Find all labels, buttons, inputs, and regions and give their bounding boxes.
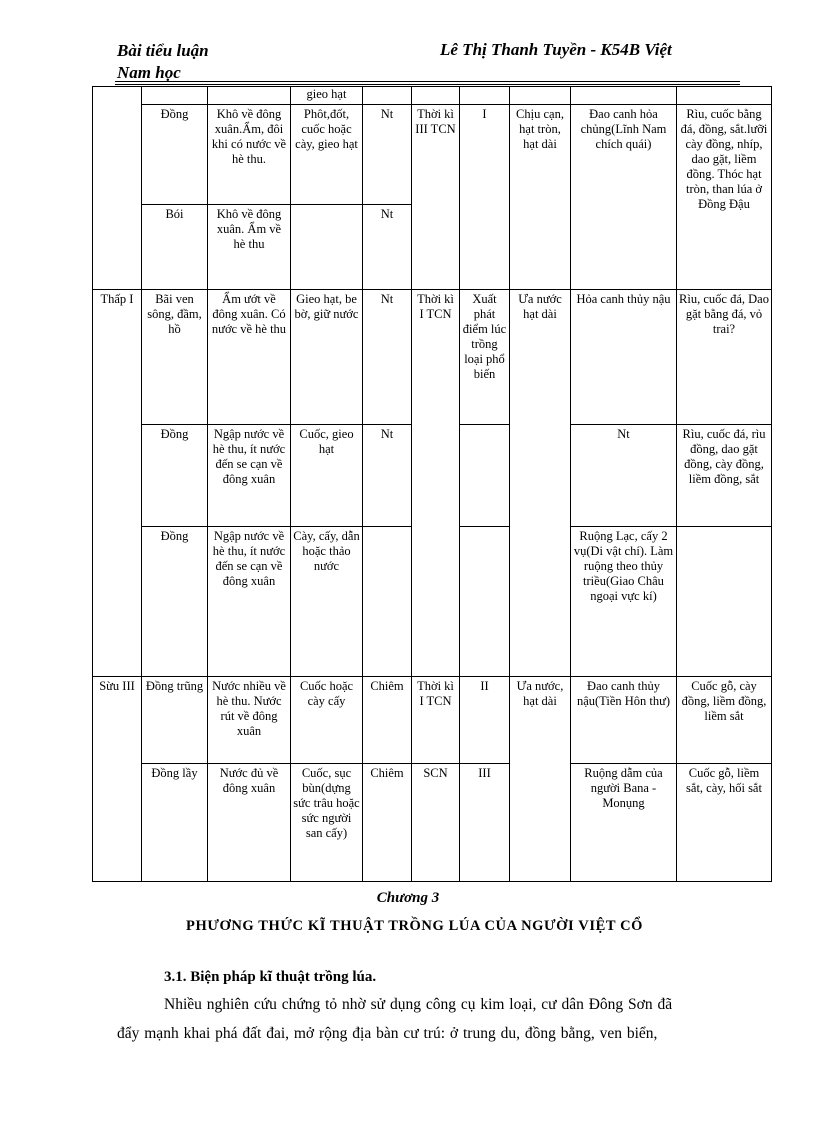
table-cell: Nước nhiều về hè thu. Nước rút về đông xuân xyxy=(208,677,291,764)
table-cell: Thời kì III TCN xyxy=(412,105,460,290)
table-cell xyxy=(571,87,677,105)
table-cell: I xyxy=(460,105,510,290)
table-cell: III xyxy=(460,764,510,882)
table-row xyxy=(93,105,772,205)
table-cell: Thấp I xyxy=(93,290,142,677)
table-cell: II xyxy=(460,677,510,764)
table-cell: Cuốc gỗ, liềm sắt, cày, hối sắt xyxy=(677,764,772,882)
table-cell: Đồng lầy xyxy=(142,764,208,882)
table-cell: Gieo hạt, be bờ, giữ nước xyxy=(291,290,363,425)
table-cell: Đồng trũng xyxy=(142,677,208,764)
header-left-line1: Bài tiểu luận xyxy=(117,41,209,60)
table-cell: Nt xyxy=(571,425,677,527)
table-cell: Rìu, cuốc đá, Dao gặt bằng đá, vỏ trai? xyxy=(677,290,772,425)
table-cell xyxy=(363,527,412,677)
header-rule-double xyxy=(115,84,740,85)
table-cell: Cuốc gỗ, cày đồng, liềm đồng, liềm sắt xyxy=(677,677,772,764)
table-cell: Hỏa canh thủy nậu xyxy=(571,290,677,425)
chapter-title: PHƯƠNG THỨC KĨ THUẬT TRỒNG LÚA CỦA NGƯỜI VIỆT CỔ xyxy=(186,918,644,934)
table-cell: Khô về đông xuân.Ẩm, đôi khi có nước về hè thu. xyxy=(208,105,291,205)
table-cell: Sừu III xyxy=(93,677,142,882)
table-cell xyxy=(460,425,510,527)
table-cell: Ưa nước, hạt dài xyxy=(510,677,571,882)
header-left xyxy=(117,40,209,84)
table-cell: Đồng xyxy=(142,527,208,677)
table-cell: Xuất phát điểm lúc trồng loại phổ biến xyxy=(460,290,510,425)
table-cell: Nt xyxy=(363,105,412,205)
table-cell: Ngập nước về hè thu, ít nước đến se cạn về đông xuân xyxy=(208,425,291,527)
table-row xyxy=(93,87,772,105)
table-cell: Ẩm ướt về đông xuân. Có nước về hè thu xyxy=(208,290,291,425)
table-cell: Đao canh hỏa chủng(Lĩnh Nam chích quái) xyxy=(571,105,677,290)
table-cell: Rìu, cuốc bằng đá, đồng, sắt.lưỡi cày đồng, nhíp, dao gặt, liềm đồng. Thóc hạt tròn, than lúa ở Đồng Đậu xyxy=(677,105,772,290)
table-cell xyxy=(677,527,772,677)
header-left-line2: Nam học xyxy=(117,63,181,82)
table-cell: Cuốc, gieo hạt xyxy=(291,425,363,527)
table-cell: Cày, cấy, dẫn hoặc thảo nước xyxy=(291,527,363,677)
table-row xyxy=(93,290,772,425)
table-cell: Cuốc, sục bùn(dựng sức trâu hoặc sức người san cấy) xyxy=(291,764,363,882)
table-cell: Nt xyxy=(363,205,412,290)
table-cell: Nt xyxy=(363,425,412,527)
rice-cultivation-table xyxy=(92,86,772,882)
table-cell xyxy=(291,205,363,290)
table-cell: Bãi ven sông, đầm, hồ xyxy=(142,290,208,425)
table-cell: Khô về đông xuân. Ẩm về hè thu xyxy=(208,205,291,290)
table-cell: Đồng xyxy=(142,425,208,527)
table-cell: SCN xyxy=(412,764,460,882)
table-cell xyxy=(363,87,412,105)
table-cell: Đao canh thủy nậu(Tiền Hôn thư) xyxy=(571,677,677,764)
header-right: Lê Thị Thanh Tuyền - K54B Việt xyxy=(440,40,672,59)
table-cell: gieo hạt xyxy=(291,87,363,105)
table-cell: Thời kì I TCN xyxy=(412,677,460,764)
table-row xyxy=(93,764,772,882)
table-cell: Nước đủ về đông xuân xyxy=(208,764,291,882)
header-rule xyxy=(115,81,740,82)
table-cell xyxy=(93,87,142,290)
table-cell: Rìu, cuốc đá, rìu đồng, dao gặt đồng, cày đồng, liềm đồng, sắt xyxy=(677,425,772,527)
table-cell: Nt xyxy=(363,290,412,425)
table-cell xyxy=(460,87,510,105)
table-cell xyxy=(412,87,460,105)
paragraph-line: đẩy mạnh khai phá đất đai, mở rộng địa bàn cư trú: ở trung du, đồng bằng, ven biển, xyxy=(117,1025,658,1042)
table-cell: Đồng xyxy=(142,105,208,205)
table-row xyxy=(93,677,772,764)
table-cell: Chịu cạn, hạt tròn, hạt dài xyxy=(510,105,571,290)
table-cell: Thời kì I TCN xyxy=(412,290,460,677)
table-cell xyxy=(208,87,291,105)
table-cell xyxy=(677,87,772,105)
table-cell: Ruộng Lạc, cấy 2 vụ(Di vật chí). Làm ruộng theo thủy triều(Giao Châu ngoại vực kí) xyxy=(571,527,677,677)
table-cell: Chiêm xyxy=(363,764,412,882)
chapter-label: Chương 3 xyxy=(376,890,440,906)
table-cell: Ưa nước hạt dài xyxy=(510,290,571,677)
table-cell: Chiêm xyxy=(363,677,412,764)
table-cell: Cuốc hoặc cày cấy xyxy=(291,677,363,764)
table-cell: Ruộng dẫm của người Bana - Monụng xyxy=(571,764,677,882)
table-cell xyxy=(460,527,510,677)
table-cell: Phôt,đốt, cuốc hoặc cày, gieo hạt xyxy=(291,105,363,205)
table-cell: Bói xyxy=(142,205,208,290)
section-heading: 3.1. Biện pháp kĩ thuật trồng lúa. xyxy=(164,969,377,985)
table-cell xyxy=(510,87,571,105)
table-cell: Ngập nước về hè thu, ít nước đến se cạn về đông xuân xyxy=(208,527,291,677)
table-cell xyxy=(142,87,208,105)
paragraph-line: Nhiều nghiên cứu chứng tỏ nhờ sử dụng công cụ kim loại, cư dân Đông Sơn đã xyxy=(164,996,673,1013)
